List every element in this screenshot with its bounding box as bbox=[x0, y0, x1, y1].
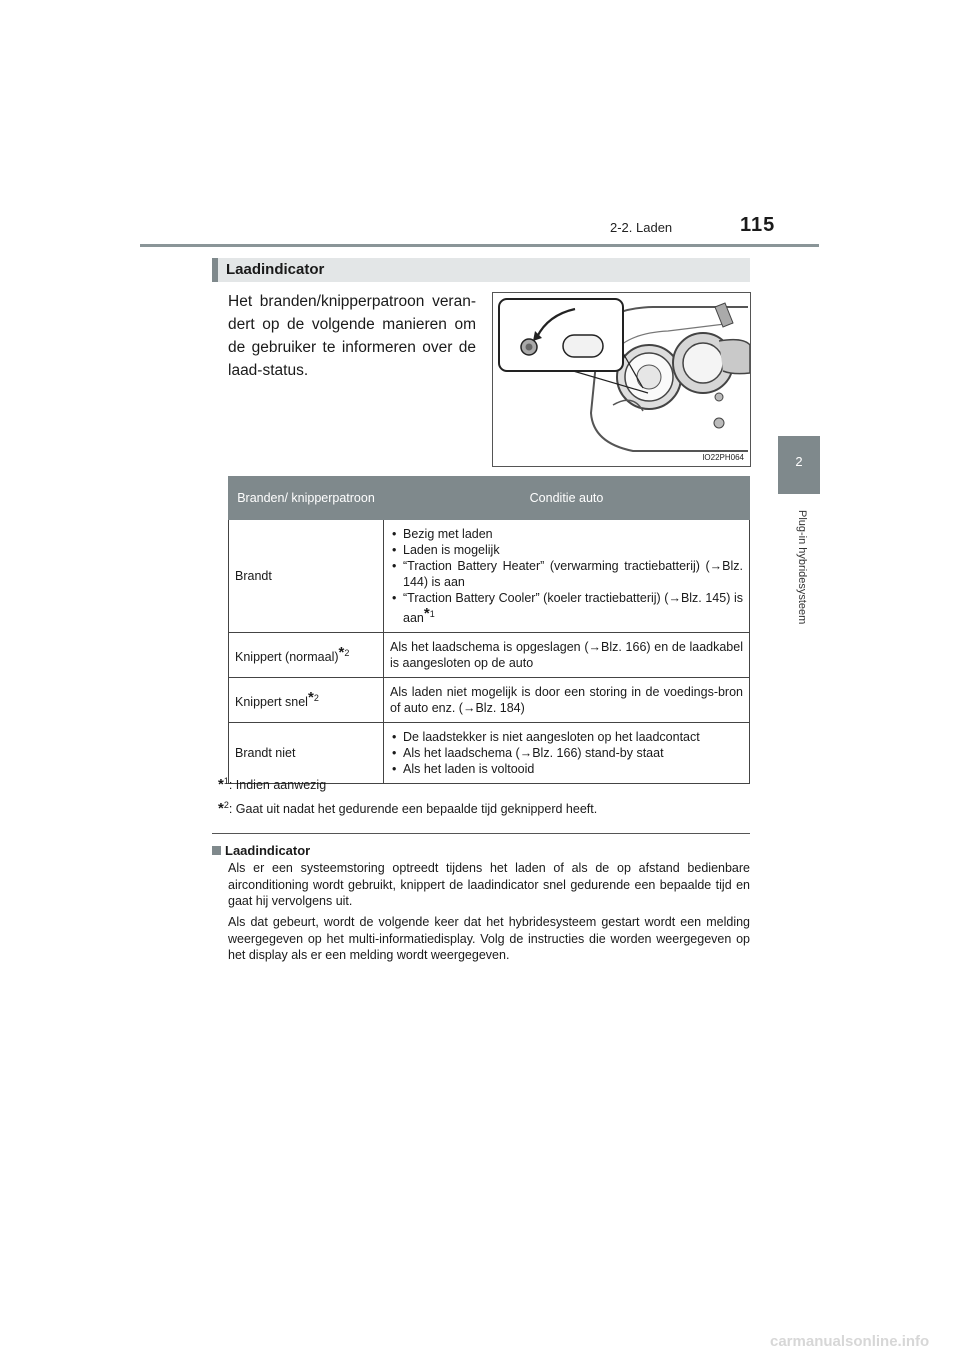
table-header-row bbox=[229, 477, 750, 520]
section-title: Laadindicator bbox=[226, 261, 325, 278]
list-item: • Laden is mogelijk bbox=[390, 542, 743, 558]
indicator-table bbox=[228, 476, 750, 784]
note-paragraph: Als er een systeemstoring optreedt tijdens het laden of als de op afstand bedienbare airconditioning wordt gebruikt, knippert de laadindicator snel gedurende een bepaalde tijd en gaat hij vervolgens uit. bbox=[228, 861, 750, 908]
pattern-cell: Brandt niet bbox=[229, 723, 384, 784]
footnote-mark: 2 bbox=[223, 800, 229, 810]
footnote-ref: 2 bbox=[344, 648, 350, 659]
watermark: carmanualsonline.info bbox=[770, 1333, 930, 1350]
list-item: • De laadstekker is niet aangesloten op het laadcontact bbox=[390, 729, 743, 745]
table-row bbox=[229, 723, 750, 784]
footnote-ref: 1 bbox=[429, 609, 435, 619]
condition-cell bbox=[384, 723, 750, 784]
condition-list bbox=[390, 526, 743, 626]
header-rule bbox=[140, 244, 819, 247]
condition-cell: Als laden niet mogelijk is door een storing in de voedings-bron of auto enz. (→Blz. 184) bbox=[384, 678, 750, 723]
note-paragraph: Als dat gebeurt, wordt de volgende keer dat het hybridesysteem gestart wordt een melding weergegeven op het multi-informatiedisplay. Volg de instructies die worden weergegeven op het display als er een melding wordt weergegeven. bbox=[228, 915, 750, 962]
pattern-text: Knippert (normaal) bbox=[235, 650, 339, 665]
footnote-star: * bbox=[423, 605, 430, 622]
page-number: 115 bbox=[740, 214, 776, 236]
intro-paragraph: Het branden/knipperpatroon veran-dert op de volgende manieren om de gebruiker te informeren over de laad-status. bbox=[228, 293, 476, 379]
list-item: • Bezig met laden bbox=[390, 526, 743, 542]
pattern-cell bbox=[229, 678, 384, 723]
footnote bbox=[218, 800, 597, 817]
footnote-star: * bbox=[307, 689, 314, 707]
footnote-star: * bbox=[218, 776, 224, 793]
footnote-text: : Indien aanwezig bbox=[228, 778, 327, 793]
pattern-cell bbox=[229, 633, 384, 678]
pattern-cell: Brandt bbox=[229, 520, 384, 633]
footnote-ref: 2 bbox=[313, 693, 319, 704]
list-item bbox=[390, 590, 743, 626]
chapter-tab: 2 bbox=[778, 436, 820, 494]
column-header-pattern: Branden/ knipperpatroon bbox=[229, 477, 384, 520]
footnote-star: * bbox=[338, 644, 345, 662]
list-item: • Als het laden is voltooid bbox=[390, 761, 743, 777]
footnote-mark: 1 bbox=[223, 776, 229, 786]
charge-port-illustration bbox=[492, 292, 751, 467]
table-row bbox=[229, 520, 750, 633]
charge-port-drawing bbox=[493, 293, 750, 466]
section-divider bbox=[212, 833, 750, 834]
note-title: Laadindicator bbox=[225, 843, 311, 858]
table-row bbox=[229, 633, 750, 678]
square-bullet-icon bbox=[212, 846, 221, 855]
section-heading bbox=[212, 258, 750, 282]
figure-code: IO22PH064 bbox=[702, 453, 744, 462]
table-row bbox=[229, 678, 750, 723]
footnote-star: * bbox=[218, 800, 224, 817]
condition-cell: Als het laadschema is opgeslagen (→Blz. 166) en de laadkabel is aangesloten op de auto bbox=[384, 633, 750, 678]
header-section: 2-2. Laden bbox=[610, 220, 673, 235]
list-item-text: “Traction Battery Cooler” (koeler tractiebatterij) (→Blz. 145) is aan bbox=[403, 591, 743, 626]
chapter-label: Plug-in hybridesysteem bbox=[796, 510, 808, 625]
pattern-text: Knippert snel bbox=[235, 695, 308, 710]
condition-cell bbox=[384, 520, 750, 633]
list-item: • Als het laadschema (→Blz. 166) stand-by staat bbox=[390, 745, 743, 761]
footnote bbox=[218, 776, 326, 793]
list-item: • “Traction Battery Heater” (verwarming tractiebatterij) (→Blz. 144) is aan bbox=[390, 558, 743, 590]
section-heading-bar bbox=[212, 258, 218, 282]
footnote-text: : Gaat uit nadat het gedurende een bepaalde tijd geknipperd heeft. bbox=[228, 802, 598, 817]
note-heading bbox=[212, 843, 310, 858]
column-header-condition: Conditie auto bbox=[384, 477, 750, 520]
condition-list bbox=[390, 729, 743, 777]
